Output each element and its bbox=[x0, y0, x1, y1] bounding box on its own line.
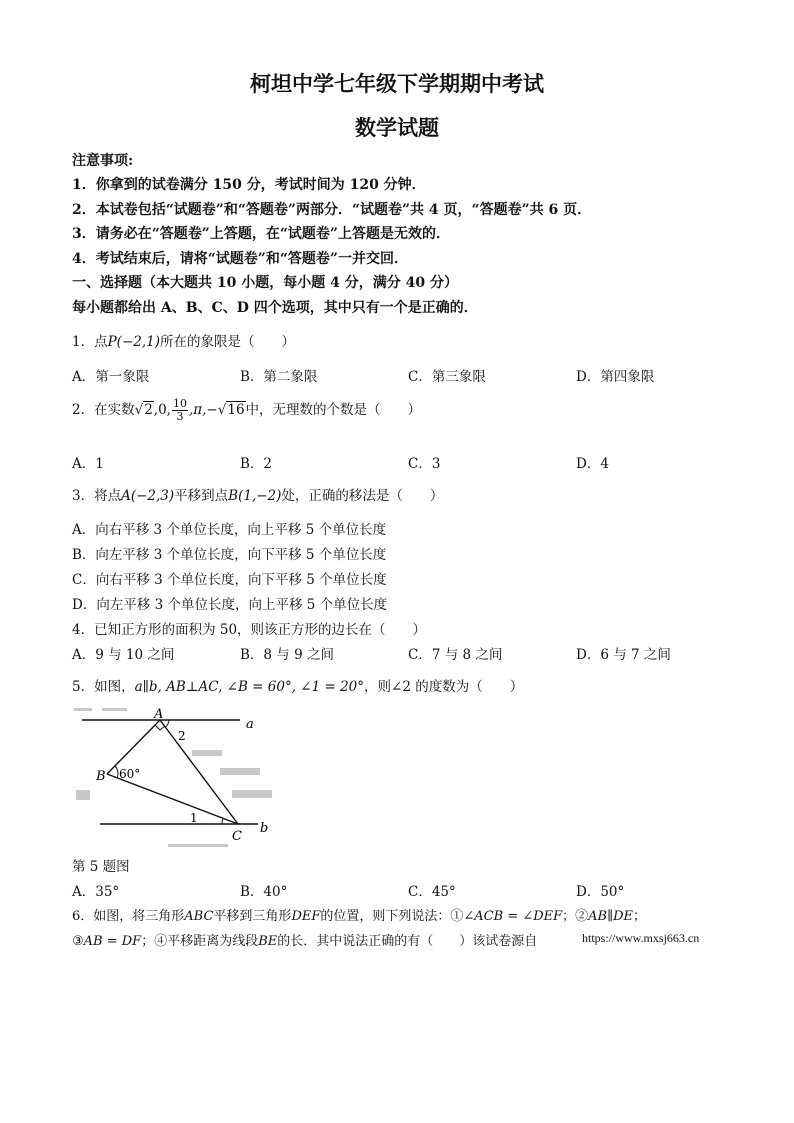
q2-option-d: D．4 bbox=[576, 456, 609, 472]
label-line-b: b bbox=[260, 821, 269, 836]
q3-option-c: C．向右平移 3 个单位长度，向下平移 5 个单位长度 bbox=[72, 572, 387, 588]
question-6-line-2 bbox=[72, 930, 537, 949]
question-4: 4．已知正方形的面积为 50，则该正方形的边长在（ ） bbox=[72, 622, 427, 638]
label-point-c: C bbox=[232, 829, 242, 844]
question-6-line-1 bbox=[72, 905, 646, 924]
q6-be: BE bbox=[258, 934, 278, 949]
q2-suffix: 中，无理数的个数是（ ） bbox=[245, 402, 422, 418]
notes-item-3: 3．请务必在“答题卷”上答题，在“试题卷”上答题是无效的． bbox=[72, 226, 450, 242]
q4-option-c: C．7 与 8 之间 bbox=[408, 647, 503, 663]
scan-artifact-mark bbox=[220, 768, 260, 775]
q6-claim-3: AB = DF bbox=[83, 934, 142, 949]
q2-frac-den: 3 bbox=[176, 410, 184, 423]
scan-artifact-mark bbox=[168, 844, 228, 847]
q5-prefix: 5．如图， bbox=[72, 679, 135, 695]
q6-abc: ABC bbox=[184, 909, 214, 924]
q3-suffix: 处，正确的移法是（ ） bbox=[281, 488, 444, 504]
q4-option-b: B．8 与 9 之间 bbox=[240, 647, 334, 663]
question-5 bbox=[72, 675, 523, 695]
q6-claim-1: ∠ACB = ∠DEF bbox=[463, 909, 563, 924]
q6-line2-suffix: 的长．其中说法正确的有（ ）该试卷源自 bbox=[277, 934, 538, 949]
scan-artifact-mark bbox=[74, 708, 92, 711]
q1-option-b: B．第二象限 bbox=[240, 369, 318, 385]
scan-artifact-mark bbox=[232, 790, 272, 798]
q5-option-c: C．45° bbox=[408, 884, 456, 900]
scan-artifact-mark bbox=[76, 790, 90, 800]
q4-option-a: A．9 与 10 之间 bbox=[72, 647, 175, 663]
q6-mid3: ；② bbox=[562, 909, 589, 924]
q5-suffix: ，则∠2 的度数为（ ） bbox=[364, 679, 524, 695]
q3-middle: 平移到点 bbox=[174, 488, 229, 504]
notes-item-2: 2．本试卷包括“试题卷”和“答题卷”两部分．“试题卷”共 4 页，“答题卷”共 6 页． bbox=[72, 202, 592, 218]
q1-prefix: 1．点 bbox=[72, 334, 108, 350]
notes-item-4: 4．考试结束后，请将“试题卷”和“答题卷”一并交回． bbox=[72, 251, 408, 267]
question-1 bbox=[72, 330, 295, 350]
notes-heading: 注意事项: bbox=[72, 153, 134, 169]
q5-option-b: B．40° bbox=[240, 884, 288, 900]
q5-math: a∥b, AB⊥AC, ∠B = 60°, ∠1 = 20° bbox=[134, 679, 365, 695]
q2-option-b: B．2 bbox=[240, 456, 273, 472]
q6-line1-end: ； bbox=[633, 909, 647, 924]
q4-option-d: D．6 与 7 之间 bbox=[576, 647, 671, 663]
q3-option-a: A．向右平移 3 个单位长度，向上平移 5 个单位长度 bbox=[72, 522, 387, 538]
q2-frac-num: 10 bbox=[172, 397, 187, 410]
q1-suffix: 所在的象限是（ ） bbox=[160, 334, 295, 350]
q2-part2: ,0, bbox=[153, 402, 171, 418]
q6-def: DEF bbox=[291, 909, 321, 924]
q5-option-a: A．35° bbox=[72, 884, 120, 900]
q2-option-c: C．3 bbox=[408, 456, 441, 472]
q3-option-b: B．向左平移 3 个单位长度，向下平移 5 个单位长度 bbox=[72, 547, 387, 563]
scan-artifact-mark bbox=[192, 750, 222, 756]
q3-math-b: B(1,−2) bbox=[228, 488, 282, 504]
q2-part3: ,π,− bbox=[188, 402, 218, 418]
label-point-b: B bbox=[96, 769, 106, 784]
q2-sqrt16: 16 bbox=[227, 402, 245, 418]
label-line-a: a bbox=[246, 717, 254, 732]
question-2 bbox=[72, 398, 421, 423]
q6-line2-prefix: ③ bbox=[72, 934, 84, 949]
sqrt-symbol: √ bbox=[134, 402, 144, 418]
q5-caption: 第 5 题图 bbox=[72, 859, 130, 875]
q2-option-a: A．1 bbox=[72, 456, 104, 472]
sqrt-symbol: √ bbox=[217, 402, 227, 418]
q1-option-a: A．第一象限 bbox=[72, 369, 150, 385]
q3-option-d: D．向左平移 3 个单位长度，向上平移 5 个单位长度 bbox=[72, 597, 388, 613]
q6-prefix: 6．如图，将三角形 bbox=[72, 909, 185, 924]
source-url-link[interactable]: https://www.mxsj663.cn bbox=[582, 931, 700, 945]
q6-mid: 平移到三角形 bbox=[213, 909, 292, 924]
q3-math-a: A(−2,3) bbox=[121, 488, 175, 504]
label-angle-60: 60° bbox=[119, 767, 141, 781]
q1-math: P(−2,1) bbox=[107, 334, 160, 350]
q2-prefix: 2．在实数 bbox=[72, 402, 135, 418]
label-angle-1: 1 bbox=[190, 811, 198, 825]
exam-title: 柯坦中学七年级下学期期中考试 bbox=[250, 71, 544, 96]
exam-subtitle: 数学试题 bbox=[355, 115, 439, 140]
section1-heading: 一、选择题（本大题共 10 小题，每小题 4 分，满分 40 分） bbox=[72, 275, 458, 291]
section1-description: 每小题都给出 A、B、C、D 四个选项，其中只有一个是正确的． bbox=[72, 300, 478, 316]
q6-mid2: 的位置，则下列说法：① bbox=[320, 909, 464, 924]
question-3 bbox=[72, 484, 443, 504]
q6-claim-2: AB∥DE bbox=[588, 909, 634, 924]
label-angle-2: 2 bbox=[178, 729, 186, 743]
q3-prefix: 3．将点 bbox=[72, 488, 122, 504]
notes-item-1: 1．你拿到的试卷满分 150 分，考试时间为 120 分钟． bbox=[72, 177, 426, 193]
q2-sqrt2: 2 bbox=[144, 402, 153, 418]
q6-line2-mid: ；④平移距离为线段 bbox=[141, 934, 259, 949]
label-point-a: A bbox=[154, 707, 164, 722]
q5-figure bbox=[72, 706, 282, 851]
scan-artifact-mark bbox=[102, 708, 127, 711]
q5-option-d: D．50° bbox=[576, 884, 625, 900]
q1-option-d: D．第四象限 bbox=[576, 369, 655, 385]
q2-fraction bbox=[172, 398, 188, 423]
q1-option-c: C．第三象限 bbox=[408, 369, 486, 385]
